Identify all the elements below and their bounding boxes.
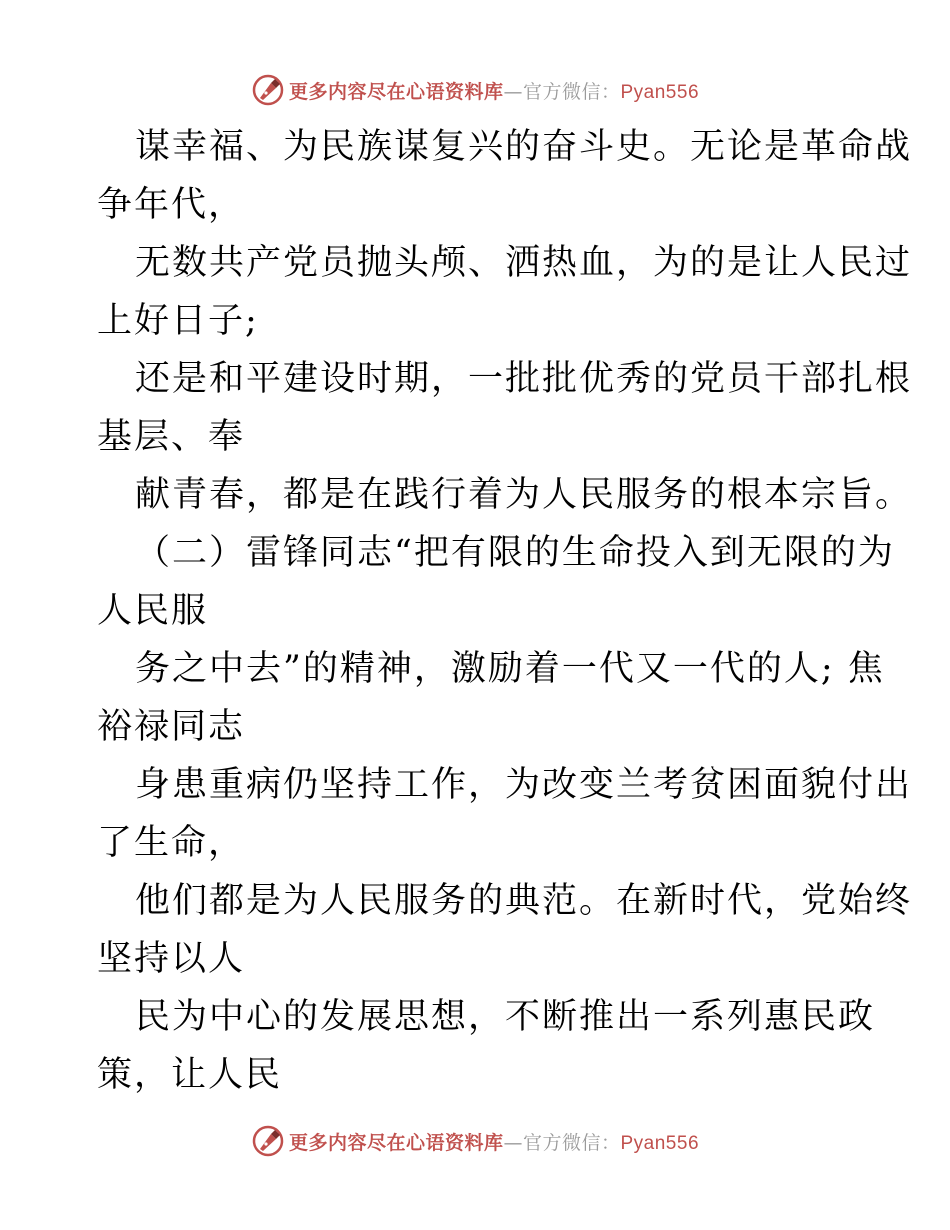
header-banner [0,70,950,110]
header-banner-inner [251,73,699,107]
footer-wechat-id: Pyan556 [620,1132,700,1154]
footer-dash: — [503,1131,523,1154]
body-line: 裕禄同志 [97,707,246,747]
header-banner-text [289,77,699,104]
body-line: 他们都是为人民服务的典范。在新时代，党始终 [135,881,913,921]
footer-banner-inner [251,1124,699,1158]
body-line: 基层、奉 [97,417,246,457]
body-line: 无数共产党员抛头颅、洒热血，为的是让人民过 [135,243,913,283]
pen-nib-circle-icon [251,1124,285,1158]
body-line: 务之中去”的精神，激励着一代又一代的人; 焦 [135,649,885,689]
body-line: 身患重病仍坚持工作，为改变兰考贫困面貌付出 [135,765,913,805]
body-line: 坚持以人 [97,939,246,979]
header-wechat-id: Pyan556 [620,81,700,103]
footer-wechat-label: 官方微信： [522,1131,621,1154]
body-line: 还是和平建设时期，一批批优秀的党员干部扎根 [135,359,913,399]
body-line: 争年代， [97,185,246,225]
document-body [97,118,913,1104]
body-line: 上好日子; [97,301,259,341]
header-wechat-label: 官方微信： [522,80,621,103]
body-line: 民为中心的发展思想，不断推出一系列惠民政 [135,997,876,1037]
body-line: 人民服 [97,591,209,631]
header-site-name: 更多内容尽在心语资料库 [288,80,504,103]
footer-banner-text [289,1128,699,1155]
header-dash: — [503,80,523,103]
body-line: 谋幸福、为民族谋复兴的奋斗史。无论是革命战 [135,127,913,167]
footer-banner [0,1121,950,1161]
body-line: 了生命， [97,823,246,863]
body-line: （二）雷锋同志“把有限的生命投入到无限的为 [135,533,895,573]
pen-nib-circle-icon [251,73,285,107]
body-line: 策，让人民 [97,1055,283,1095]
footer-site-name: 更多内容尽在心语资料库 [288,1131,504,1154]
body-line: 献青春，都是在践行着为人民服务的根本宗旨。 [135,475,913,515]
